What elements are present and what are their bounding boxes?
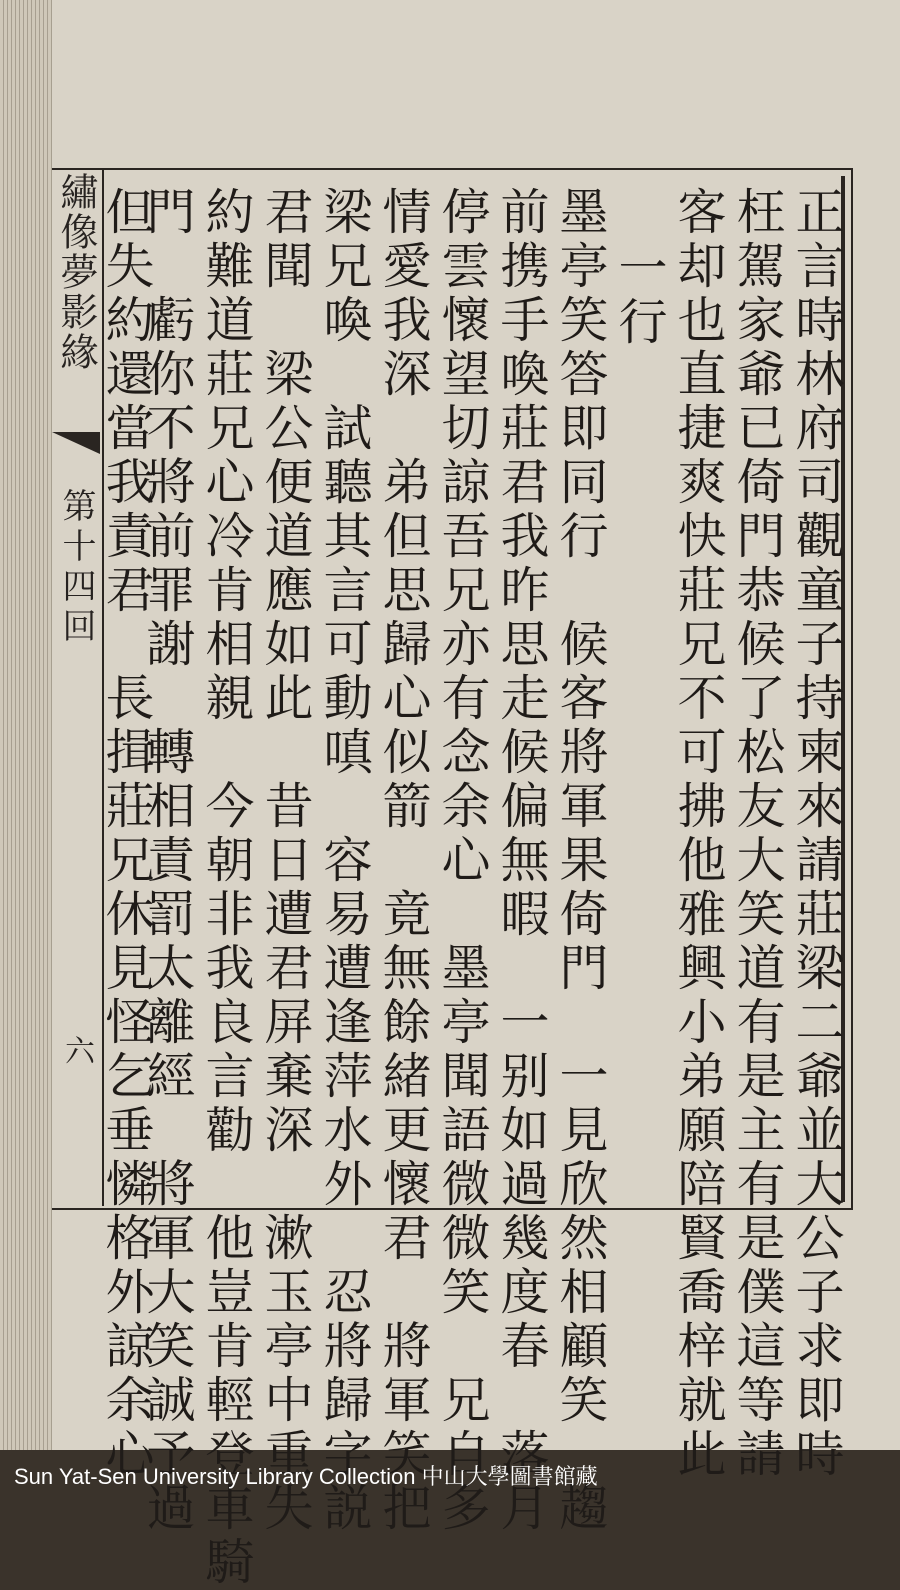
text-column-8: 情愛我深 弟但思歸心似箭 竟無餘緒更懷君 將軍笑把 (375, 186, 432, 1536)
text-column-6: 前携手喚莊君我昨思走候偏無暇 一别如過幾度春 落月 (493, 186, 550, 1536)
banxin-title: 繡像夢影緣 (54, 172, 98, 372)
banxin-page-number: 六 (59, 1035, 94, 1065)
text-column-10: 君聞 梁公便道應如此 昔日遭君屏棄深 漱玉亭中重失 (257, 186, 314, 1536)
text-column-1: 正言時林府司觀童子持柬來請莊梁二爺並大公子求即時 (788, 186, 845, 1482)
library-caption: Sun Yat-Sen University Library Collection 中山大學圖書館藏 (14, 1464, 598, 1489)
text-column-5: 墨亭笑答即同行 候客將軍果倚門 一見欣然相顧笑 趨 (552, 186, 609, 1536)
fish-tail-mark (52, 432, 100, 454)
text-column-13: 但失約還當我責君 長揖莊兄休見怪乞垂憐格外諒余心 (98, 186, 155, 1482)
text-column-4: 一行 (611, 242, 668, 350)
banxin-chapter: 第十四回 (56, 488, 96, 648)
text-column-9: 梁兄喚 試聽其言可動嗔 容易遭逢萍水外 忍將歸字説 (316, 186, 373, 1536)
text-column-11: 約難道莊兄心冷肯相親 今朝非我良言勸 他豈肯輕登車騎 (198, 186, 255, 1590)
text-column-7: 停雲懷望切諒吾兄亦有念余心 墨亭聞語微微笑 兄自多 (434, 186, 491, 1536)
text-column-12: 門 虧你不將前罪謝 轉相責罰太離經 將軍大笑誠予過 (139, 186, 196, 1536)
page-edges (0, 0, 52, 1450)
text-column-3: 客却也直捷爽快莊兄不可拂他雅興小弟願陪賢喬梓就此 (670, 186, 727, 1482)
text-column-2: 枉駕家爺已倚門恭候了松友大笑道有是主有是僕這等請 (729, 186, 786, 1482)
